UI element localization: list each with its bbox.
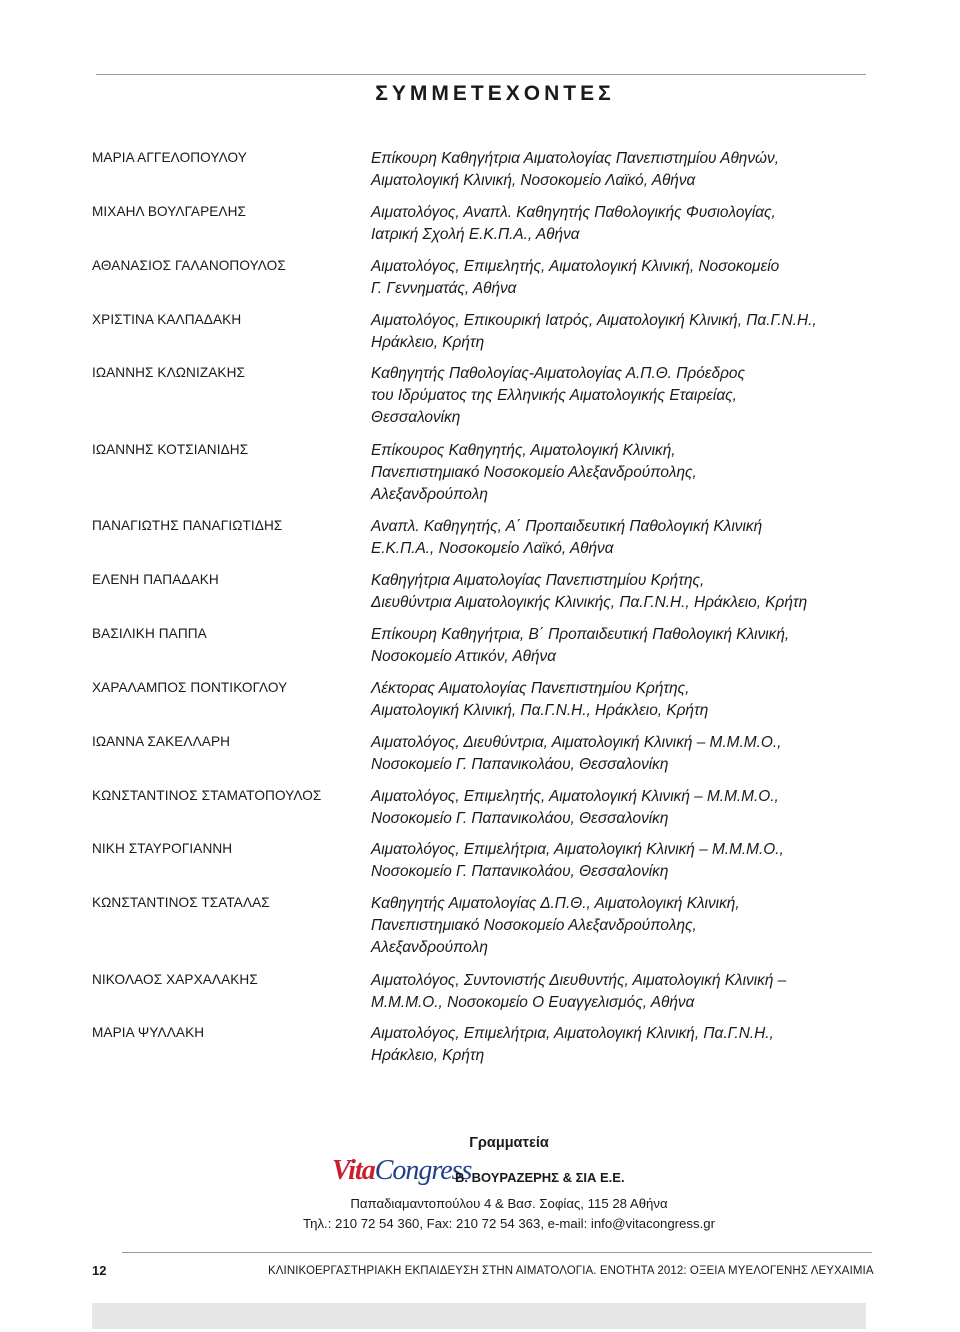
description-line: Αιματολόγος, Συντονιστής Διευθυντής, Αιματολογική Κλινική –	[371, 972, 787, 989]
participant-description	[371, 516, 871, 560]
company-name: Β. ΒΟΥΡΑΖΕΡΗΣ & ΣΙΑ Ε.Ε.	[455, 1170, 625, 1185]
participant-name: ΚΩΝΣΤΑΝΤΙΝΟΣ ΣΤΑΜΑΤΟΠΟΥΛΟΣ	[92, 788, 322, 803]
participant-description	[371, 678, 871, 722]
description-line: Πανεπιστημιακό Νοσοκομείο Αλεξανδρούπολης,	[371, 917, 697, 934]
description-line: Λέκτορας Αιματολογίας Πανεπιστημίου Κρήτης,	[371, 680, 690, 697]
description-line: Νοσοκομείο Γ. Παπανικολάου, Θεσσαλονίκη	[371, 756, 669, 773]
description-line: Αναπλ. Καθηγητής, Α΄ Προπαιδευτική Παθολογική Κλινική	[371, 518, 763, 535]
logo-vita-text: Vita	[332, 1155, 375, 1186]
participant-name: ΜΑΡΙΑ ΑΓΓΕΛΟΠΟΥΛΟΥ	[92, 150, 247, 165]
description-line: Καθηγήτρια Αιματολογίας Πανεπιστημίου Κρήτης,	[371, 572, 705, 589]
description-line: Νοσοκομείο Γ. Παπανικολάου, Θεσσαλονίκη	[371, 810, 669, 827]
vitacongress-logo	[332, 1155, 471, 1189]
participant-name: ΙΩΑΝΝΗΣ ΚΟΤΣΙΑΝΙΔΗΣ	[92, 442, 249, 457]
description-line: Μ.Μ.Μ.Ο., Νοσοκομείο Ο Ευαγγελισμός, Αθήνα	[371, 994, 695, 1011]
description-line: Ηράκλειο, Κρήτη	[371, 1047, 485, 1064]
participant-name: ΒΑΣΙΛΙΚΗ ΠΑΠΠΑ	[92, 626, 207, 641]
participant-name: ΜΑΡΙΑ ΨΥΛΛΑΚΗ	[92, 1025, 205, 1040]
participant-description	[371, 786, 871, 830]
description-line: Νοσοκομείο Αττικόν, Αθήνα	[371, 648, 557, 665]
participant-description	[371, 202, 871, 246]
description-line: Αιματολόγος, Επιμελήτρια, Αιματολογική Κλινική – Μ.Μ.Μ.Ο.,	[371, 841, 784, 858]
description-line: Επίκουρη Καθηγήτρια, Β΄ Προπαιδευτική Παθολογική Κλινική,	[371, 626, 790, 643]
participant-name: ΕΛΕΝΗ ΠΑΠΑΔΑΚΗ	[92, 572, 219, 587]
description-line: Ηράκλειο, Κρήτη	[371, 334, 485, 351]
participant-name: ΝΙΚΗ ΣΤΑΥΡΟΓΙΑΝΝΗ	[92, 841, 233, 856]
description-line: Αιματολόγος, Αναπλ. Καθηγητής Παθολογικής Φυσιολογίας,	[371, 204, 776, 221]
description-line: Επίκουρη Καθηγήτρια Αιματολογίας Πανεπιστημίου Αθηνών,	[371, 150, 779, 167]
logo-congress-text: Congress	[374, 1155, 472, 1186]
participant-name: ΙΩΑΝΝΗΣ ΚΛΩΝΙΖΑΚΗΣ	[92, 365, 245, 380]
page-number: 12	[92, 1263, 107, 1278]
participant-name: ΧΑΡΑΛΑΜΠΟΣ ΠΟΝΤΙΚΟΓΛΟΥ	[92, 680, 288, 695]
participant-name: ΙΩΑΝΝΑ ΣΑΚΕΛΛΑΡΗ	[92, 734, 231, 749]
participant-name: ΠΑΝΑΓΙΩΤΗΣ ΠΑΝΑΓΙΩΤΙΔΗΣ	[92, 518, 283, 533]
participant-name: ΜΙΧΑΗΛ ΒΟΥΛΓΑΡΕΛΗΣ	[92, 204, 247, 219]
company-contact: Τηλ.: 210 72 54 360, Fax: 210 72 54 363, e-mail: info@vitacongress.gr	[303, 1216, 715, 1231]
description-line: Νοσοκομείο Γ. Παπανικολάου, Θεσσαλονίκη	[371, 863, 669, 880]
description-line: Καθηγητής Παθολογίας-Αιματολογίας Α.Π.Θ. Πρόεδρος	[371, 365, 745, 382]
description-line: Αιματολόγος, Επιμελητής, Αιματολογική Κλινική, Νοσοκομείο	[371, 258, 780, 275]
description-line: Πανεπιστημιακό Νοσοκομείο Αλεξανδρούπολης,	[371, 464, 697, 481]
participant-name: ΧΡΙΣΤΙΝΑ ΚΑΛΠΑΔΑΚΗ	[92, 312, 242, 327]
description-line: Διευθύντρια Αιματολογικής Κλινικής, Πα.Γ.Ν.Η., Ηράκλειο, Κρήτη	[371, 594, 808, 611]
description-line: Ιατρική Σχολή Ε.Κ.Π.Α., Αθήνα	[371, 226, 580, 243]
description-line: Αιματολογική Κλινική, Νοσοκομείο Λαϊκό, Αθήνα	[371, 172, 696, 189]
description-line: Επίκουρος Καθηγητής, Αιματολογική Κλινική,	[371, 442, 676, 459]
description-line: Αλεξανδρούπολη	[371, 939, 488, 956]
participant-name: ΑΘΑΝΑΣΙΟΣ ΓΑΛΑΝΟΠΟΥΛΟΣ	[92, 258, 286, 273]
description-line: Αλεξανδρούπολη	[371, 486, 488, 503]
participant-description	[371, 310, 871, 354]
participant-description	[371, 893, 871, 959]
description-line: Αιματολογική Κλινική, Πα.Γ.Ν.Η., Ηράκλειο, Κρήτη	[371, 702, 709, 719]
footer-divider	[122, 1252, 872, 1253]
description-line: Αιματολόγος, Επιμελητής, Αιματολογική Κλινική – Μ.Μ.Μ.Ο.,	[371, 788, 779, 805]
participant-description	[371, 363, 871, 429]
participant-description	[371, 148, 871, 192]
participant-description	[371, 256, 871, 300]
description-line: Αιματολόγος, Διευθύντρια, Αιματολογική Κλινική – Μ.Μ.Μ.Ο.,	[371, 734, 782, 751]
participant-description	[371, 839, 871, 883]
description-line: Θεσσαλονίκη	[371, 409, 461, 426]
description-line: Αιματολόγος, Επιμελήτρια, Αιματολογική Κλινική, Πα.Γ.Ν.Η.,	[371, 1025, 774, 1042]
participant-name: ΝΙΚΟΛΑΟΣ ΧΑΡΧΑΛΑΚΗΣ	[92, 972, 258, 987]
company-address: Παπαδιαμαντοπούλου 4 & Βασ. Σοφίας, 115 28 Αθήνα	[350, 1196, 668, 1211]
footer-title: ΚΛΙΝΙΚΟΕΡΓΑΣΤΗΡΙΑΚΗ ΕΚΠΑΙΔΕΥΣΗ ΣΤΗΝ ΑΙΜΑΤΟΛΟΓΙΑ. ΕΝΟΤΗΤΑ 2012: ΟΞΕΙΑ ΜΥΕΛΟΓΕΝΗΣ ΛΕΥΧΑΙΜΙΑ	[268, 1265, 874, 1277]
top-divider	[96, 74, 866, 75]
description-line: Ε.Κ.Π.Α., Νοσοκομείο Λαϊκό, Αθήνα	[371, 540, 614, 557]
participant-description	[371, 1023, 871, 1067]
participant-description	[371, 732, 871, 776]
secretariat-title: Γραμματεία	[469, 1135, 549, 1151]
participant-name: ΚΩΝΣΤΑΝΤΙΝΟΣ ΤΣΑΤΑΛΑΣ	[92, 895, 270, 910]
description-line: Γ. Γεννηματάς, Αθήνα	[371, 280, 517, 297]
footer-bar	[92, 1303, 866, 1329]
description-line: Καθηγητής Αιματολογίας Δ.Π.Θ., Αιματολογική Κλινική,	[371, 895, 740, 912]
participant-description	[371, 624, 871, 668]
participant-description	[371, 570, 871, 614]
participant-description	[371, 970, 871, 1014]
description-line: Αιματολόγος, Επικουρική Ιατρός, Αιματολογική Κλινική, Πα.Γ.Ν.Η.,	[371, 312, 817, 329]
participant-description	[371, 440, 871, 506]
description-line: του Ιδρύματος της Ελληνικής Αιματολογικής Εταιρείας,	[371, 387, 737, 404]
page-title: ΣΥΜΜΕΤΕΧΟΝΤΕΣ	[375, 82, 615, 105]
